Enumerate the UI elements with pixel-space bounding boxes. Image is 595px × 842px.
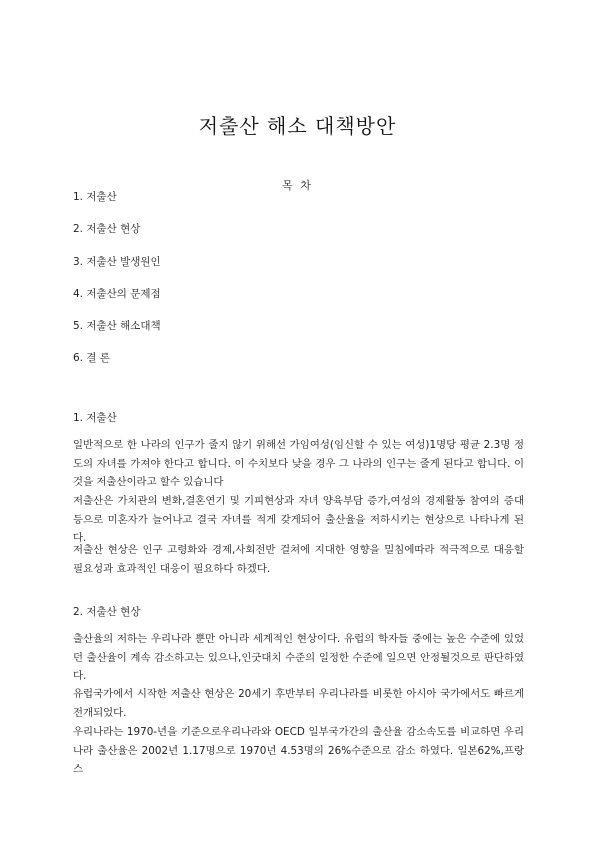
table-of-contents [73,190,161,384]
body-paragraph: 우리나라는 1970-년을 기준으로우리나라와 OECD 일부국가간의 출산율 감소속도를 비교하면 우리나라 출산율은 2002년 1.17명으로 1970년 4.53명의 26%수준으로 감소 하였다. 일본62%,프랑스 [73,726,524,776]
toc-item: 6. 결 론 [73,352,110,365]
toc-item: 4. 저출산의 문제점 [73,287,161,300]
section-heading: 2. 저출산 현상 [73,606,141,618]
page-title: 저출산 해소 대책방안 [198,114,397,138]
toc-item: 5. 저출산 해소대책 [73,320,161,333]
toc-heading: 목 차 [282,179,313,192]
body-paragraph: 유럽국가에서 시작한 저출산 현상은 20세기 후반부터 우리나라를 비롯한 아시아 국가에서도 빠르게 전개되었다. [73,688,524,719]
toc-item: 2. 저출산 현상 [73,223,141,236]
body-paragraph: 출산율의 저하는 우리나라 뿐만 아니라 세계적인 현상이다. 유럽의 학자들 중에는 높은 수준에 있었던 출산율이 계속 감소하고는 있으나,인굿대치 수준의 일정한 수준에 일으면 안정될것으로 판단하였다. [73,633,524,683]
body-paragraph: 저출산은 가치관의 변화,결혼연기 및 기피현상과 자녀 양육부담 증가,여성의 경제활동 참여의 증대등으로 미혼자가 늘어나고 결국 자녀를 적게 갖게되어 출산율을 저하시키는 현상으로 나타나게 된다. [73,495,524,545]
body-paragraph: 일반적으로 한 나라의 인구가 줄지 않기 위해선 가임여성(임신할 수 있는 여성)1명당 평균 2.3명 정도의 자녀를 가져야 한다고 합니다. 이 수치보다 낮을 경우 그 나라의 인구는 줄게 된다고 합니다. 이것을 저출산이라고 할수 있습니다 [73,439,524,489]
section-heading: 1. 저출산 [73,412,117,424]
toc-item: 1. 저출산 [73,191,117,203]
toc-item: 3. 저출산 발생원인 [73,255,161,268]
body-paragraph: 저출산 현상은 인구 고령화와 경제,사회전반 걸쳐에 지대한 영향을 밀침에따라 적극적으로 대응할 필요성과 효과적인 대응이 필요하다 하겠다. [73,544,524,575]
